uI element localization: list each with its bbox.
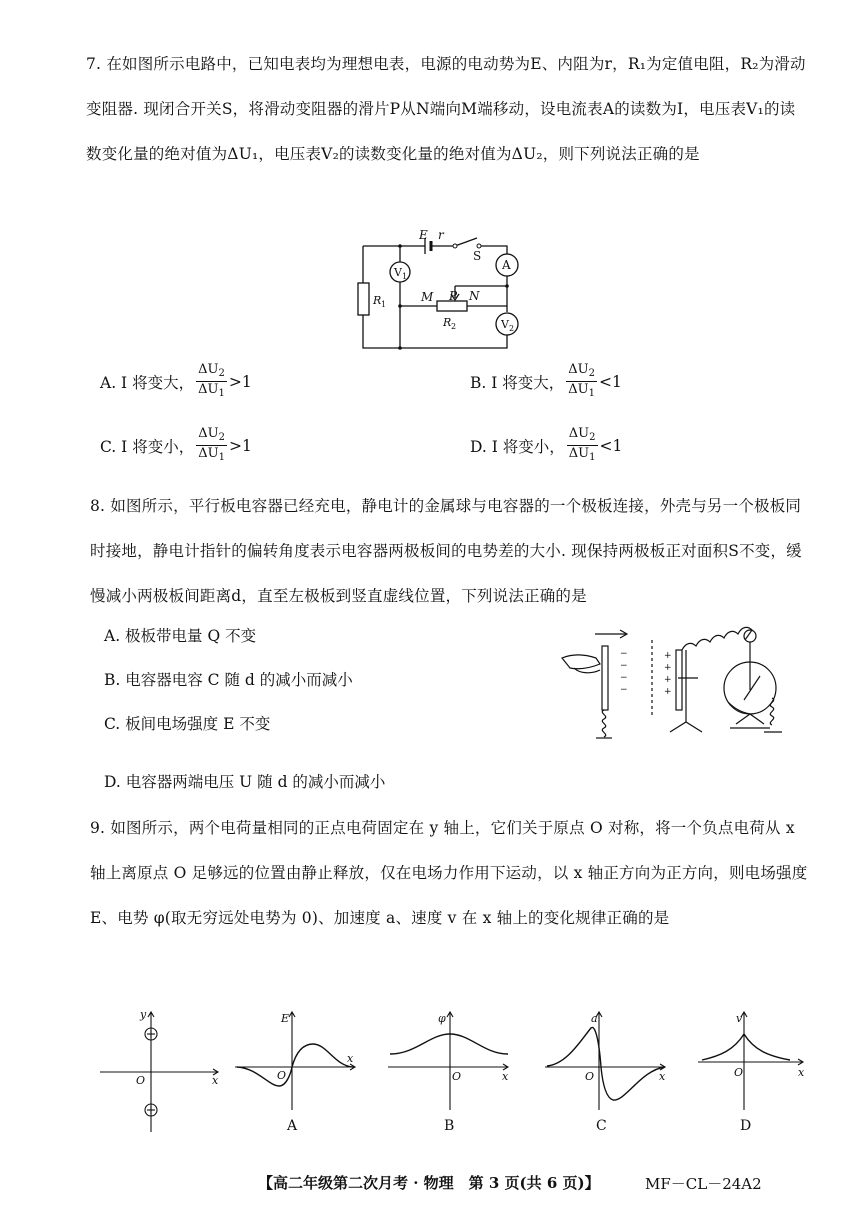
q7-circuit-diagram	[355, 228, 530, 353]
q8-capacitor-electroscope-figure	[560, 628, 805, 748]
svg-text:O: O	[734, 1066, 744, 1079]
svg-text:+: +	[664, 687, 672, 697]
exam-code: MF－CL－24A2	[645, 1175, 762, 1193]
q7-option-c[interactable]: C. I 将变小， $\frac{\Delta U_2}{\Delta U_1}$ >1	[100, 426, 252, 463]
ratio-fraction: $\frac{\Delta U_2}{\Delta U_1}$	[198, 426, 225, 463]
q8-option-d[interactable]: D. 电容器两端电压 U 随 d 的减小而减小	[104, 773, 386, 791]
q9-choice-a[interactable]: A	[287, 1118, 298, 1134]
q7-option-a[interactable]: A. I 将变大， $\frac{\Delta U_2}{\Delta U_1}$ >1	[100, 362, 252, 399]
svg-text:O: O	[277, 1069, 287, 1082]
axis-a-label: a	[591, 1012, 598, 1025]
q8-option-b[interactable]: B. 电容器电容 C 随 d 的减小而减小	[104, 671, 353, 689]
q9-graph-d-v	[698, 1010, 808, 1120]
svg-text:x: x	[798, 1066, 805, 1079]
page-footer: 【高二年级第二次月考 · 物理 第 3 页(共 6 页)】	[258, 1174, 600, 1192]
label-R2: R	[443, 316, 452, 329]
q8-stem: 8. 如图所示，平行板电容器已经充电，静电计的金属球与电容器的一个极板连接，外壳与另一个极板同时接地，静电计指针的偏转角度表示电容器两极板间的电势差的大小. 现保持两极板正对面积S不变，缓慢减小两极板间距离d，直至左极板到竖直虚线位置，下列说法正确的是	[90, 497, 802, 605]
label-R2-sub: 2	[451, 322, 457, 331]
q7-option-d[interactable]: D. I 将变小， $\frac{\Delta U_2}{\Delta U_1}$ <1	[470, 426, 623, 463]
label-V2-sub: 2	[509, 324, 515, 333]
label-r: r	[438, 228, 444, 242]
svg-text:−: −	[620, 673, 628, 683]
q8-option-a[interactable]: A. 极板带电量 Q 不变	[104, 627, 257, 645]
q9-stem: 9. 如图所示，两个电荷量相同的正点电荷固定在 y 轴上，它们关于原点 O 对称，将一个负点电荷从 x 轴上离原点 O 足够远的位置由静止释放，仅在电场力作用下运动，以 x 轴正方向为正方向，则电场强度 E、电势 φ(取无穷远处电势为 0)、加速度 a、速度 v 在 x 轴上的变化规律正确的是	[90, 819, 808, 927]
axis-v-label: v	[736, 1012, 743, 1025]
label-V1-sub: 1	[402, 272, 408, 281]
q9-graph-b-phi	[388, 1010, 513, 1120]
label-E: E	[419, 228, 428, 242]
svg-text:x: x	[659, 1070, 666, 1083]
svg-text:+: +	[664, 663, 672, 673]
q9-graph-c-a	[545, 1010, 670, 1120]
svg-text:x: x	[347, 1052, 354, 1065]
svg-text:−: −	[620, 661, 628, 671]
axis-x-label: x	[212, 1074, 219, 1087]
label-M: M	[421, 290, 434, 304]
label-P: P	[449, 289, 458, 303]
ratio-fraction: $\frac{\Delta U_2}{\Delta U_1}$	[568, 426, 596, 463]
svg-text:x: x	[502, 1070, 509, 1083]
q8-option-c[interactable]: C. 板间电场强度 E 不变	[104, 715, 271, 733]
q9-charge-diagram	[100, 1010, 225, 1135]
label-V2: V	[501, 318, 509, 331]
label-N: N	[469, 289, 480, 303]
label-R1-sub: 1	[381, 300, 387, 309]
ratio-fraction: $\frac{\Delta U_2}{\Delta U_1}$	[568, 362, 596, 399]
svg-text:−: −	[620, 685, 628, 695]
axis-E-label: E	[281, 1012, 290, 1025]
q7-stem: 7. 在如图所示电路中，已知电表均为理想电表，电源的电动势为E、内阻为r，R₁为定值电阻，R₂为滑动变阻器. 现闭合开关S，将滑动变阻器的滑片P从N端向M端移动，设电流表A的读数为I，电压表V₁的读数变化量的绝对值为ΔU₁，电压表V₂的读数变化量的绝对值为ΔU₂，则下列说法正确的是	[86, 55, 806, 163]
axis-phi-label: φ	[438, 1012, 446, 1025]
svg-text:O: O	[585, 1070, 595, 1083]
ratio-fraction: $\frac{\Delta U_2}{\Delta U_1}$	[198, 362, 225, 399]
origin-label: O	[136, 1074, 146, 1087]
q7-option-b[interactable]: B. I 将变大， $\frac{\Delta U_2}{\Delta U_1}$ <1	[470, 362, 622, 399]
q9-choice-d[interactable]: D	[740, 1118, 752, 1134]
label-V1: V	[394, 266, 402, 279]
svg-text:+: +	[664, 651, 672, 661]
q9-choice-c[interactable]: C	[596, 1118, 607, 1134]
label-S: S	[473, 249, 482, 263]
svg-text:O: O	[452, 1070, 462, 1083]
q9-graph-a-E	[235, 1010, 360, 1120]
label-A: A	[502, 258, 511, 272]
label-R1: R	[373, 294, 382, 307]
axis-y-label: y	[140, 1008, 147, 1021]
q9-choice-b[interactable]: B	[444, 1118, 455, 1134]
svg-text:−: −	[620, 649, 628, 659]
svg-text:+: +	[664, 675, 672, 685]
